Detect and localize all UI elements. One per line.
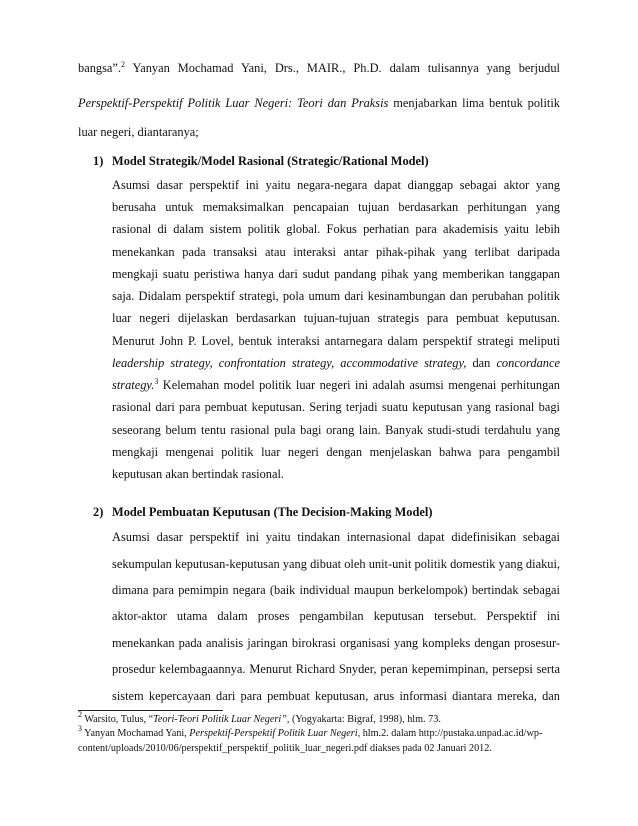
s1-line: berusaha untuk memaksimalkan pencapaian tujuan berdasarkan perhitungan yang [112, 200, 560, 214]
s2-line: menekankan pada analisis jaringan birokrasi organisasi yang kompleks dengan prosesur- [112, 636, 560, 650]
intro-line-1: bangsa”.$^2$ Yanyan Mochamad Yani, Drs., MAIR., Ph.D. dalam tulisannya yang berjudul [78, 60, 560, 75]
intro-line-3: luar negeri, diantaranya; [78, 125, 199, 139]
footnote-3: $^3$ Yanyan Mochamad Yani, Perspektif-Perspektif Politik Luar Negeri, hlm.2. dalam http://pustaka.unpad.ac.id/wp- [78, 724, 543, 739]
s2-line: Asumsi dasar perspektif ini yaitu tindakan internasional dapat didefinisikan sebagai [112, 530, 560, 544]
s2-line: dimana para pemimpin negara (baik individual maupun berkelompok) bertindak sebagai [112, 583, 560, 597]
footnote-ref-3[interactable]: 3 [154, 377, 159, 386]
s1-line: menekankan pada transaksi atau interaksi antar pihak-pihak yang terlibat daripada [112, 245, 560, 259]
s1-line: rasional di dalam sistem politik global. Fokus perhatian para akademisis yaitu lebih [112, 222, 560, 236]
section-1-heading: 1) Model Strategik/Model Rasional (Strategic/Rational Model) [93, 154, 429, 168]
footnote-separator [78, 710, 223, 711]
s1-line: leadership strategy, confrontation strategy, accommodative strategy, dan concordance [112, 356, 560, 370]
s2-line: sekumpulan keputusan-keputusan yang dibuat oleh unit-unit politik domestik yang diakui, [112, 557, 560, 571]
intro-line-2: Perspektif-Perspektif Politik Luar Negeri: Teori dan Praksis menjabarkan lima bentuk politik [78, 96, 561, 110]
s1-line: saja. Didalam perspektif strategi, pola umum dari kesinambungan dan perubahan politik [112, 289, 560, 303]
s2-line: aktor-aktor utama dalam proses pengambilan keputusan tersebut. Perspektif ini [112, 609, 560, 623]
footnote-2: $^2$ Warsito, Tulus, “Teori-Teori Politik Luar Negeri”, (Yogyakarta: Bigraf, 1998), hlm. 73. [78, 710, 441, 725]
section-2-heading: 2) Model Pembuatan Keputusan (The Decision-Making Model) [93, 505, 433, 519]
s1-line: rasional dari para pembuat keputusan. Sering terjadi suatu keputusan yang rasional bagi [112, 400, 560, 414]
s1-line: strategy.$^3$ Kelemahan model politik luar negeri ini adalah asumsi mengenai perhitungan [112, 377, 560, 392]
s1-line: keputusan akan bertindak rasional. [112, 467, 285, 481]
s1-line: mengkaji mengenai politik luar negeri dengan menjelaskan bahwa para pengambil [112, 445, 560, 459]
s1-line: luar negeri dijelaskan berdasarkan tujuan-tujuan strategis para pembuat keputusan. [112, 311, 560, 325]
s1-line: seseorang belum tentu rasional pula bagi orang lain. Banyak studi-studi terdahulu yang [112, 423, 560, 437]
footnote-ref-2[interactable]: 2 [121, 60, 126, 69]
s2-line: sistem kepercayaan dari para pembuat keputusan, arus informasi diantara mereka, dan [112, 689, 560, 703]
s2-line: prosedur kelembagaannya. Menurut Richard Snyder, peran kepemimpinan, persepsi serta [112, 662, 560, 676]
footnote-3-url[interactable]: content/uploads/2010/06/perspektif_perspektif_politik_luar_negeri.pdf diakses pada 02 Januari 2012. [78, 743, 492, 754]
s1-line: mengkaji suatu peristiwa hanya dari sudut pandang pihak yang memberikan tanggapan [112, 267, 560, 281]
s1-line: Asumsi dasar perspektif ini yaitu negara-negara dapat dianggap sebagai aktor yang [112, 178, 560, 192]
s1-line: Menurut John P. Lovel, bentuk interaksi antarnegara dalam perspektif strategi meliputi [112, 334, 560, 348]
